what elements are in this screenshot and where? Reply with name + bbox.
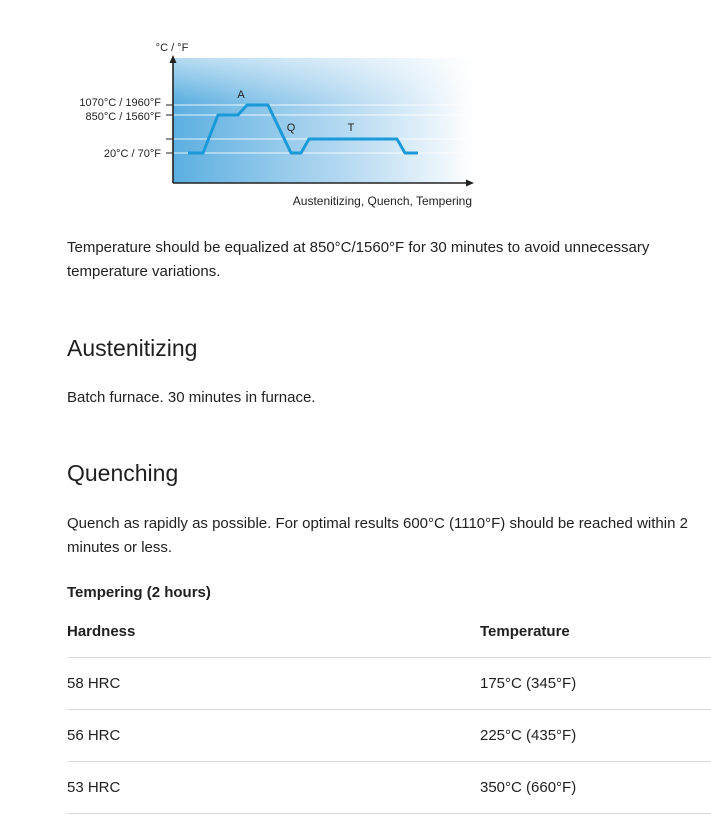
heat-treatment-diagram: [0, 0, 711, 225]
hardness-cell: 53 HRC: [67, 779, 121, 796]
tempering-heading: Tempering (2 hours): [67, 584, 211, 601]
x-axis-label: Austenitizing, Quench, Tempering: [292, 194, 472, 208]
diagram-background-fade: [173, 58, 473, 183]
unit-label: °C / °F: [155, 42, 189, 54]
temperature-cell: 350°C (660°F): [480, 779, 577, 796]
quenching-heading: Quenching: [67, 460, 179, 486]
tempering-table: [67, 606, 711, 814]
level-label-850: 850°C / 1560°F: [85, 111, 161, 123]
table-row: [67, 710, 711, 762]
hardness-cell: 58 HRC: [67, 675, 121, 692]
phase-label-q: Q: [286, 122, 296, 134]
table-header-row: [67, 606, 711, 658]
level-label-20: 20°C / 70°F: [103, 148, 161, 160]
austenitizing-text: Batch furnace. 30 minutes in furnace.: [67, 389, 316, 406]
phase-label-t: T: [347, 122, 355, 134]
quenching-text: Quench as rapidly as possible. For optimal results 600°C (1110°F) should be reached within 2 minutes or less.: [67, 515, 688, 556]
table-row: [67, 658, 711, 710]
temperature-cell: 225°C (435°F): [480, 727, 577, 744]
heat-treatment-diagram-svg: [0, 0, 711, 225]
intro-paragraph: Temperature should be equalized at 850°C/1560°F for 30 minutes to avoid unnecessary temperature variations.: [67, 239, 650, 280]
hardness-cell: 56 HRC: [67, 727, 121, 744]
austenitizing-heading: Austenitizing: [67, 335, 198, 361]
level-label-1070: 1070°C / 1960°F: [79, 97, 161, 109]
table-row: [67, 762, 711, 814]
column-header-temperature: Temperature: [480, 623, 570, 640]
temperature-cell: 175°C (345°F): [480, 675, 577, 692]
column-header-hardness: Hardness: [67, 623, 136, 640]
phase-label-a: A: [237, 89, 245, 101]
